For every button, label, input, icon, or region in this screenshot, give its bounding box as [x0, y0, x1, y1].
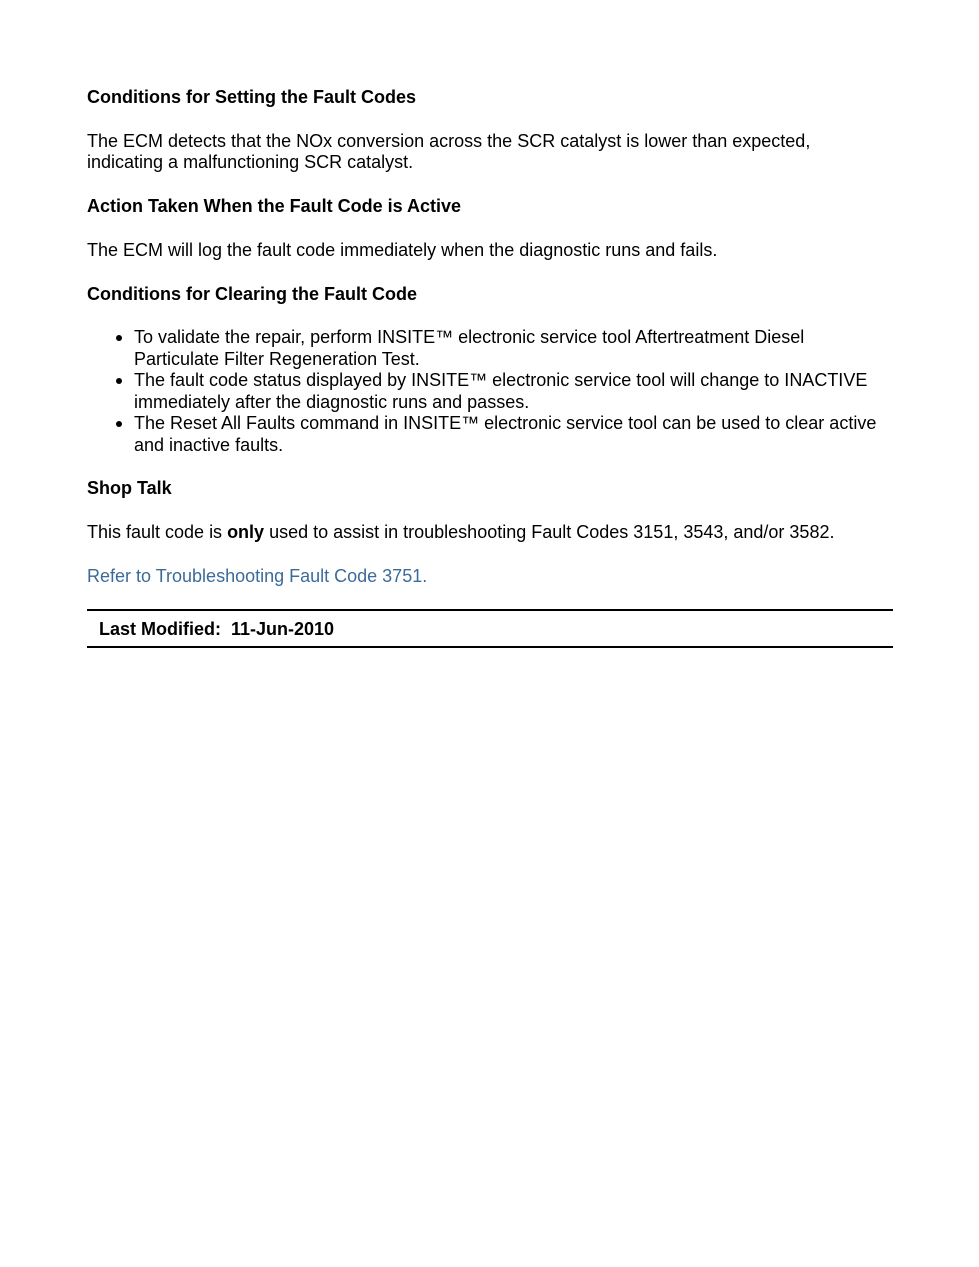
heading-action-taken: Action Taken When the Fault Code is Active — [87, 196, 462, 216]
list-item — [87, 327, 893, 370]
paragraph-shop-talk — [87, 522, 887, 543]
list-item-text: To validate the repair, perform INSITE™ electronic service tool Aftertreatment Diesel Particulate Filter Regeneration Test. — [134, 327, 805, 369]
heading-conditions-setting: Conditions for Setting the Fault Codes — [87, 87, 416, 107]
heading-conditions-clearing: Conditions for Clearing the Fault Code — [87, 284, 417, 304]
bullet-dot-icon — [116, 335, 122, 341]
shop-talk-emphasis: only — [227, 522, 265, 542]
clearing-bullet-list — [87, 327, 893, 456]
footer-bar — [87, 609, 893, 648]
paragraph-action-taken: The ECM will log the fault code immediately when the diagnostic runs and fails. — [87, 240, 718, 260]
list-item-text: The Reset All Faults command in INSITE™ electronic service tool can be used to clear active and inactive faults. — [134, 413, 877, 455]
bullet-dot-icon — [116, 378, 122, 384]
troubleshooting-link[interactable]: Refer to Troubleshooting Fault Code 3751. — [87, 566, 428, 586]
list-item-text: The fault code status displayed by INSITE™ electronic service tool will change to INACTIVE immediately after the diagnostic runs and passes. — [134, 370, 868, 412]
shop-talk-text-before: This fault code is — [87, 522, 228, 542]
last-modified-label: Last Modified: 11-Jun-2010 — [99, 619, 335, 639]
bullet-dot-icon — [116, 421, 122, 427]
shop-talk-text-after: used to assist in troubleshooting Fault Codes 3151, 3543, and/or 3582. — [264, 522, 835, 542]
list-item — [87, 370, 893, 413]
list-item — [87, 413, 893, 456]
link-paragraph — [87, 566, 887, 587]
heading-shop-talk: Shop Talk — [87, 478, 172, 498]
paragraph-conditions-setting: The ECM detects that the NOx conversion across the SCR catalyst is lower than expected, indicating a malfunctioning SCR catalyst. — [87, 131, 811, 172]
